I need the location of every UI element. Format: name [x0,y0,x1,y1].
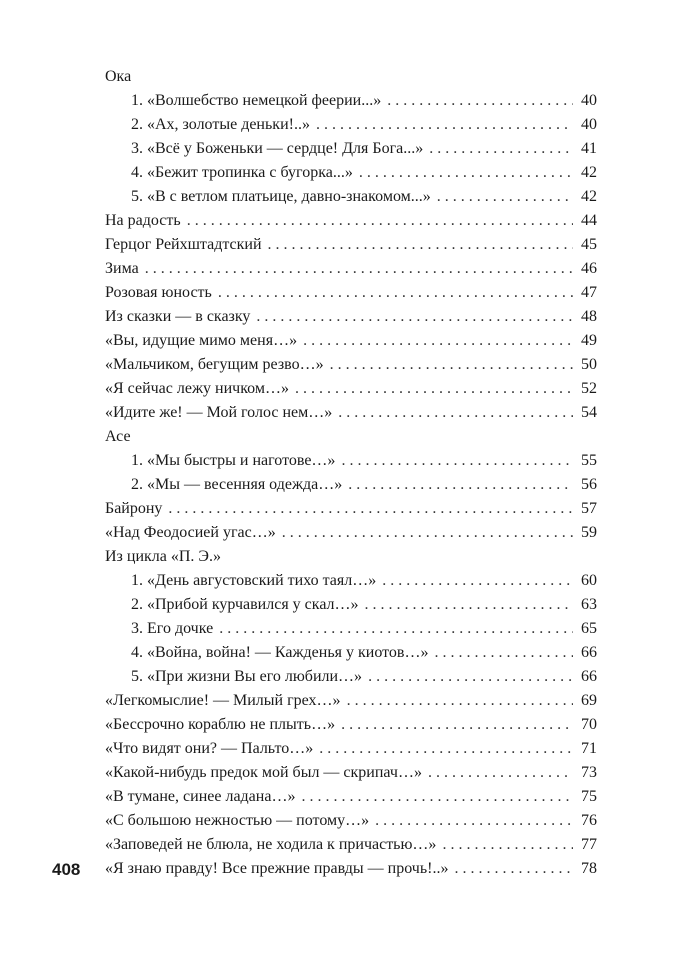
toc-entry-title: «Вы, идущие мимо меня…» [105,332,298,349]
toc-page-number: 63 [581,596,597,613]
toc-page-number: 69 [581,692,597,709]
toc-entry-title: 2. «Мы — весенняя одежда…» [131,476,343,493]
toc-entry [105,353,597,377]
toc-subentry [105,89,597,113]
toc-page-number: 52 [581,380,597,397]
dot-leader [428,761,573,785]
toc-entry-title: 4. «Война, война! — Кажденья у киотов…» [131,644,429,661]
toc-page-number: 46 [581,260,597,277]
toc-subentry [105,569,597,593]
dot-leader [268,233,573,257]
dot-leader [348,473,573,497]
toc-entry-title: «Какой-нибудь предок мой был — скрипач…» [105,764,422,781]
toc-entry [105,329,597,353]
dot-leader [168,497,573,521]
dot-leader [338,401,573,425]
toc-entry-title: На радость [105,212,181,229]
toc-subentry [105,593,597,617]
toc-entry [105,857,597,881]
toc-entry-title: «Над Феодосией угас…» [105,524,276,541]
toc-entry [105,521,597,545]
dot-leader [442,833,573,857]
toc-entry-title: Из сказки — в сказку [105,308,251,325]
toc-page-number: 78 [581,860,597,877]
dot-leader [256,305,573,329]
toc-entry-title: «Мальчиком, бегущим резво…» [105,356,324,373]
toc-entry-title: 4. «Бежит тропинка с бугорка...» [131,164,353,181]
toc-page-number: 73 [581,764,597,781]
table-of-contents [105,65,597,881]
toc-page-number: 65 [581,620,597,637]
toc-subentry [105,665,597,689]
dot-leader [382,569,573,593]
dot-leader [368,665,573,689]
toc-entry-title: «Бессрочно кораблю не плыть…» [105,716,336,733]
toc-entry [105,761,597,785]
toc-subentry [105,473,597,497]
toc-page-number: 41 [581,140,597,157]
toc-page-number: 49 [581,332,597,349]
dot-leader [437,185,573,209]
toc-section-heading [105,545,597,569]
dot-leader [434,641,573,665]
toc-entry-title: 3. «Всё у Боженьки — сердце! Для Бога...» [131,140,424,157]
toc-entry-title: Зима [105,260,139,277]
toc-entry-title: 1. «Мы быстры и наготове…» [131,452,336,469]
toc-subentry [105,161,597,185]
toc-entry-title: «С большою нежностью — потому…» [105,812,370,829]
toc-entry [105,257,597,281]
dot-leader [282,521,573,545]
toc-entry [105,809,597,833]
toc-entry [105,713,597,737]
dot-leader [359,161,573,185]
toc-section-heading [105,65,597,89]
dot-leader [365,593,573,617]
page-number: 408 [52,860,81,879]
toc-subentry [105,641,597,665]
toc-entry [105,233,597,257]
toc-entry-title: Байрону [105,500,163,517]
toc-entry-title: Розовая юность [105,284,212,301]
dot-leader [187,209,573,233]
toc-page-number: 71 [581,740,597,757]
dot-leader [429,137,573,161]
dot-leader [218,281,573,305]
dot-leader [319,737,573,761]
toc-entry-title: «Легкомыслие! — Милый грех…» [105,692,341,709]
toc-entry-title: 2. «Ах, золотые деньки!..» [131,116,310,133]
toc-page-number: 50 [581,356,597,373]
toc-page-number: 48 [581,308,597,325]
toc-entry [105,689,597,713]
toc-entry-title: 2. «Прибой курчавился у скал…» [131,596,359,613]
toc-page-number: 60 [581,572,597,589]
toc-entry-title: Из цикла «П. Э.» [105,548,221,565]
toc-page-number: 66 [581,644,597,661]
dot-leader [330,353,573,377]
toc-entry-title: 5. «В с ветлом платьице, давно-знакомом...» [131,188,431,205]
toc-entry-title: 3. Его дочке [131,620,214,637]
toc-entry [105,401,597,425]
toc-entry [105,377,597,401]
toc-entry-title: «В тумане, синее ладана…» [105,788,296,805]
toc-entry-title: 5. «При жизни Вы его любили…» [131,668,363,685]
dot-leader [219,617,573,641]
toc-entry [105,209,597,233]
toc-section-heading [105,425,597,449]
dot-leader [341,713,573,737]
toc-subentry [105,113,597,137]
toc-page-number: 66 [581,668,597,685]
toc-page-number: 45 [581,236,597,253]
toc-page-number: 42 [581,188,597,205]
toc-page-number: 56 [581,476,597,493]
toc-entry-title: «Я сейчас лежу ничком…» [105,380,289,397]
toc-page-number: 57 [581,500,597,517]
dot-leader [387,89,573,113]
toc-entry-title: Асе [105,428,131,445]
toc-entry [105,305,597,329]
toc-page-number: 76 [581,812,597,829]
toc-subentry [105,137,597,161]
toc-subentry [105,449,597,473]
dot-leader [301,785,573,809]
dot-leader [454,857,573,881]
toc-entry [105,833,597,857]
toc-subentry [105,185,597,209]
toc-page-number: 59 [581,524,597,541]
toc-page-number: 44 [581,212,597,229]
toc-entry-title: «Что видят они? — Пальто…» [105,740,314,757]
toc-entry [105,281,597,305]
toc-entry-title: Ока [105,68,132,85]
toc-page-number: 40 [581,116,597,133]
dot-leader [375,809,573,833]
toc-subentry [105,617,597,641]
toc-page-number: 47 [581,284,597,301]
toc-entry-title: «Заповедей не блюла, не ходила к причастью…» [105,836,437,853]
toc-entry-title: 1. «Волшебство немецкой феерии...» [131,92,382,109]
toc-entry-title: 1. «День августовский тихо таял…» [131,572,377,589]
toc-entry [105,497,597,521]
toc-entry [105,785,597,809]
toc-entry [105,737,597,761]
toc-page-number: 54 [581,404,597,421]
toc-page-number: 70 [581,716,597,733]
dot-leader [316,113,573,137]
toc-page-number: 77 [581,836,597,853]
toc-page-number: 40 [581,92,597,109]
dot-leader [347,689,573,713]
toc-entry-title: «Идите же! — Мой голос нем…» [105,404,333,421]
toc-page-number: 55 [581,452,597,469]
dot-leader [295,377,573,401]
dot-leader [341,449,573,473]
dot-leader [303,329,573,353]
dot-leader [145,257,573,281]
toc-page-number: 75 [581,788,597,805]
toc-entry-title: «Я знаю правду! Все прежние правды — прочь!..» [105,860,449,877]
toc-page-number: 42 [581,164,597,181]
toc-entry-title: Герцог Рейхштадтский [105,236,262,253]
